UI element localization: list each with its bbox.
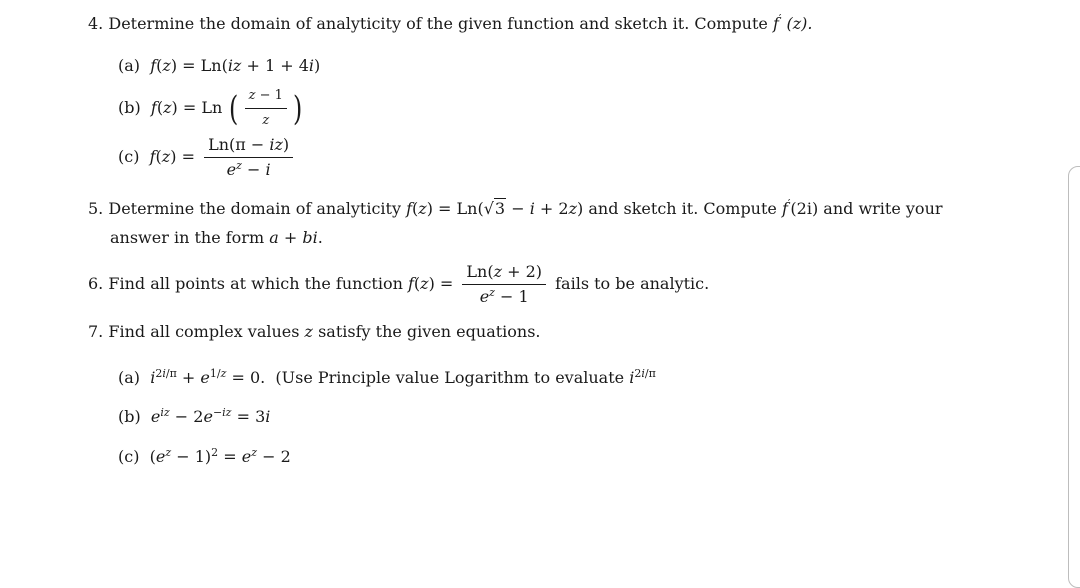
problem-4c-label: (c) [118,147,140,166]
problem-7b: (b) $e^{iz} - 2e^{-iz} = 3i$ [118,406,271,426]
problem-4a: (a) f(z) = Ln(iz + 1 + 4i) [118,56,321,75]
problem-6-number: 6. [88,274,104,293]
problem-5-number: 5. [88,199,104,218]
problem-7a-label: (a) [118,368,141,387]
problem-7-statement: 7. Find all complex values z satisfy the given equations. [88,322,541,341]
problem-5-form: a + bi [269,228,318,247]
problem-4b-fraction: $\frac{z - 1}{z}$ [245,86,287,131]
problem-6-text-a: Find all points at which the function [108,274,403,293]
problem-7c: (c) $(e^z - 1)^2 = e^z - 2$ [118,446,291,466]
problem-7a-note: (Use Principle value Logarithm to evaluate [275,368,625,387]
problem-4c: (c) f(z) = $\frac{Ln(\pi - iz)}{e^z - i}$ [118,135,297,180]
problem-7b-label: (b) [118,407,141,426]
problem-4-statement: 4. Determine the domain of analyticity of the given function and sketch it. Compute f′ (z). [88,12,813,33]
problem-7a: (a) $i^{2i/\pi} + e^{1/z} = 0$. (Use Principle value Logarithm to evaluate $i^{2i/\pi}$ [118,367,656,387]
problem-7c-label: (c) [118,447,140,466]
problem-5-line2 [110,228,323,248]
problem-7-number: 7. [88,322,104,341]
problem-7-text-b: satisfy the given equations. [318,322,541,341]
problem-4-text: Determine the domain of analyticity of the given function and sketch it. Compute [108,14,768,33]
problem-4-text-end: (z). [786,14,813,33]
problem-6-fraction: $\frac{Ln(z + 2)}{e^z - 1}$ [462,262,546,307]
problem-4a-label: (a) [118,56,141,75]
problem-4b: (b) f(z) = Ln ( $\frac{z - 1}{z}$ ) [118,86,304,131]
problem-6-statement: 6. Find all points at which the function f(z) = $\frac{Ln(z + 2)}{e^z - 1}$ fails to be analytic. [88,262,710,306]
problem-5-text-a: Determine the domain of analyticity [108,199,402,218]
problem-6-text-b: fails to be analytic. [555,274,710,293]
problem-4-number: 4. [88,14,104,33]
problem-5-statement: 5. Determine the domain of analyticity f(z) = Ln(√3 − i + 2z) and sketch it. Compute f′(2i) and write your [88,197,943,218]
problem-5-text-b: and sketch it. Compute [588,199,777,218]
problem-5-text-line2-a: answer in the form [110,228,265,247]
side-panel-tab[interactable] [1068,166,1080,588]
problem-7-text-a: Find all complex values [108,322,300,341]
problem-5-text-c: (2i) and write your [790,199,943,218]
problem-4b-label: (b) [118,98,141,117]
problem-4c-fraction: $\frac{Ln(\pi - iz)}{e^z - i}$ [204,135,293,180]
problem-5-period: . [317,228,323,247]
